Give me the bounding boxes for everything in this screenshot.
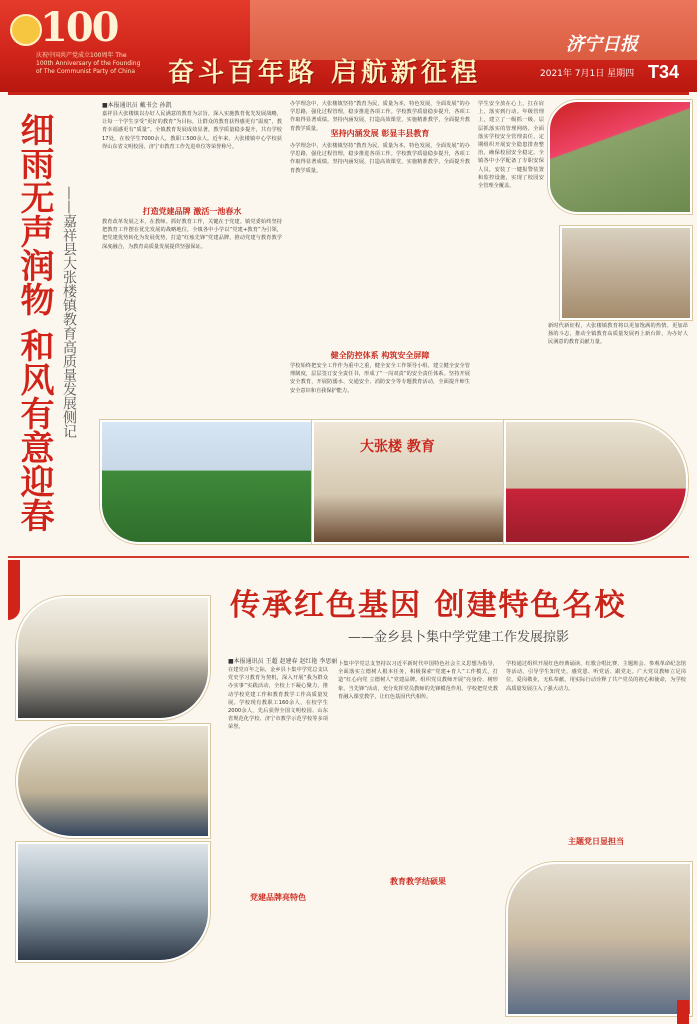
anniversary-logo-subtitle: 庆祝中国共产党成立100周年 The 100th Anniversary of the Founding of The Communist Party of China: [36, 52, 141, 75]
article1-subtitle: ——嘉祥县大张楼镇教育高质量发展侧记: [61, 186, 77, 438]
campus-drill-photo: [100, 420, 314, 544]
header-rule: [8, 92, 689, 95]
page-slogan: 奋斗百年路 启航新征程: [168, 58, 482, 88]
teacher-tutoring-photo: [506, 862, 692, 1016]
article2-section-head-2: 教育教学结硕果: [390, 877, 446, 886]
article2-column-3: 学校通过组织开展红色经典诵读、红歌合唱比赛、主题班会、参观革命纪念馆等活动，引导学生知党史、感党恩、听党话、跟党走。广大党员教师立足岗位，爱岗敬业，无私奉献，用实际行动诠释了共产党员的初心和使命，为学校高质量发展注入了强大动力。: [506, 661, 686, 692]
masthead: [0, 0, 697, 92]
article2-column-2: 卜集中学党总支坚持以习近平新时代中国特色社会主义思想为指导，全面落实立德树人根本任务，积极探索“党建+育人”工作模式，打造“红心向党 立德树人”党建品牌。组织党员教师开展“亮身份、树形象、当先锋”活动，充分发挥党员教师的先锋模范作用。学校把党史教育融入课堂教学，让红色基因代代相传。: [338, 661, 498, 700]
classroom-lesson-photo: [16, 724, 210, 838]
newspaper-name: 济宁日报: [566, 34, 638, 55]
anniversary-logo-number: 100: [40, 4, 118, 51]
article1-byline: ■本报通讯员 戴书会 孙凯: [102, 102, 172, 109]
meeting-room-photo: [312, 420, 506, 544]
students-watching-screen-photo: [16, 842, 210, 962]
article2-section-head-3: 主题党日显担当: [568, 837, 624, 846]
article1-column-2: 办学理念中，大张楼镇坚持“教育为民，质量为本，特色发展，全面发展”的办学思路，强化过程管理，稳步推进各项工作。学校教学质量稳步提升，各项工作取得显著成绩。坚持内涵发展，打造高效课堂，实施精准教学，全面提升教育教学质量。: [290, 101, 470, 132]
article1-title: 细雨无声润物 和风有意迎春: [14, 112, 54, 532]
article1-section-head-3: 健全防控体系 构筑安全屏障: [330, 351, 430, 360]
article1-column-1: 嘉祥县大张楼镇以办好人民满意的教育为宗旨，深入实施教育优先发展战略，让每一个学生享受“更好的教育”为目标，让群众的教育获得感更有“温度”，教育幸福感更有“质量”。全镇教育发展成效显著，教学质量稳步提升，共有学校17处，在校学生7000余人，教职工500余人。近年来，大张楼镇中心学校获得山东省文明校园、济宁市教育工作先进单位等荣誉称号。: [102, 111, 282, 150]
article1-section-head-2: 坚持内涵发展 彰显丰县教育: [330, 129, 430, 138]
photo-banner-text: 大张楼 教育: [360, 439, 435, 455]
article2-title: 传承红色基因 创建特色名校: [230, 588, 627, 623]
party-emblem-icon: [10, 14, 42, 46]
decorative-red-corner: [8, 560, 20, 620]
article2-subtitle: ——金乡县卜集中学党建工作发展掠影: [348, 630, 570, 645]
page-number: T34: [648, 62, 680, 82]
article-divider: [8, 556, 689, 558]
article1-section-head-1: 打造党建品牌 激活一池春水: [142, 207, 242, 216]
article1-column-2-body: 办学理念中，大张楼镇坚持“教育为民，质量为本，特色发展，全面发展”的办学思路，强化过程管理，稳步推进各项工作。学校教学质量稳步提升，各项工作取得显著成绩。坚持内涵发展，打造高效课堂，实施精准教学，全面提升教育教学质量。: [290, 143, 470, 174]
students-with-flag-photo: [548, 100, 692, 214]
party-members-visit-photo: [16, 596, 210, 720]
article1-column-1b: 教育改革发展之本，在教师。抓好教育工作，关键在于党建。镇党委始终坚持把教育工作摆在优先发展的战略地位，全镇各中小学以“党建+教育”为引领，把党建优势转化为发展优势，打造“红烛先锋”党建品牌，推动党建与教育教学深度融合，为教育高质量发展提供坚强保证。: [102, 219, 282, 250]
article1-column-2b: 学校始终把安全工作作为重中之重，健全安全工作领导小组，建立健全安全管理制度，层层签订安全责任书，形成了“一岗双责”的安全责任体系。坚持开展安全教育，开展防溺水、交通安全、消防安全等专题教育活动，全面提升师生安全意识和自我保护能力。: [290, 363, 470, 394]
students-red-uniform-photo: [504, 420, 688, 544]
article2-column-1: 在建党百年之际，金乡县卜集中学党总支以党史学习教育为契机，深入开展“我为群众办实事”实践活动，全校上下凝心聚力，推动学校党建工作和教育教学工作高质量发展。学校现有教职工160余人，在校学生2000余人，先后获得全国文明校园、山东省规范化学校、济宁市教学示范学校等多项荣誉。: [228, 667, 328, 731]
article1-column-3: 学生安全放在心上，扛在肩上，落实到行动。年级管理上，建立了一级抓一级、层层抓落实的管理网络。全面落实学校安全管理责任，定期组织开展安全隐患排查整治，确保校园安全稳定。全镇各中小学配备了专职安保人员，安装了一键报警装置和监控设施，实现了校园安全管理全覆盖。: [478, 101, 544, 190]
teacher-student-photo: [560, 226, 692, 320]
issue-date: 2021年 7月1日 星期四: [540, 69, 635, 79]
article1-column-3b: 新时代新征程，大张楼镇教育将以更加饱满的热情、更加昂扬的斗志，推动全镇教育高质量发展再上新台阶，为办好人民满意的教育贡献力量。: [548, 323, 688, 346]
article2-byline: ■本报通讯员 王超 赵建春 赵红艳 李思丽: [228, 658, 338, 665]
decorative-red-corner: [677, 1000, 689, 1024]
article2-section-head-1: 党建品牌亮特色: [250, 893, 306, 902]
